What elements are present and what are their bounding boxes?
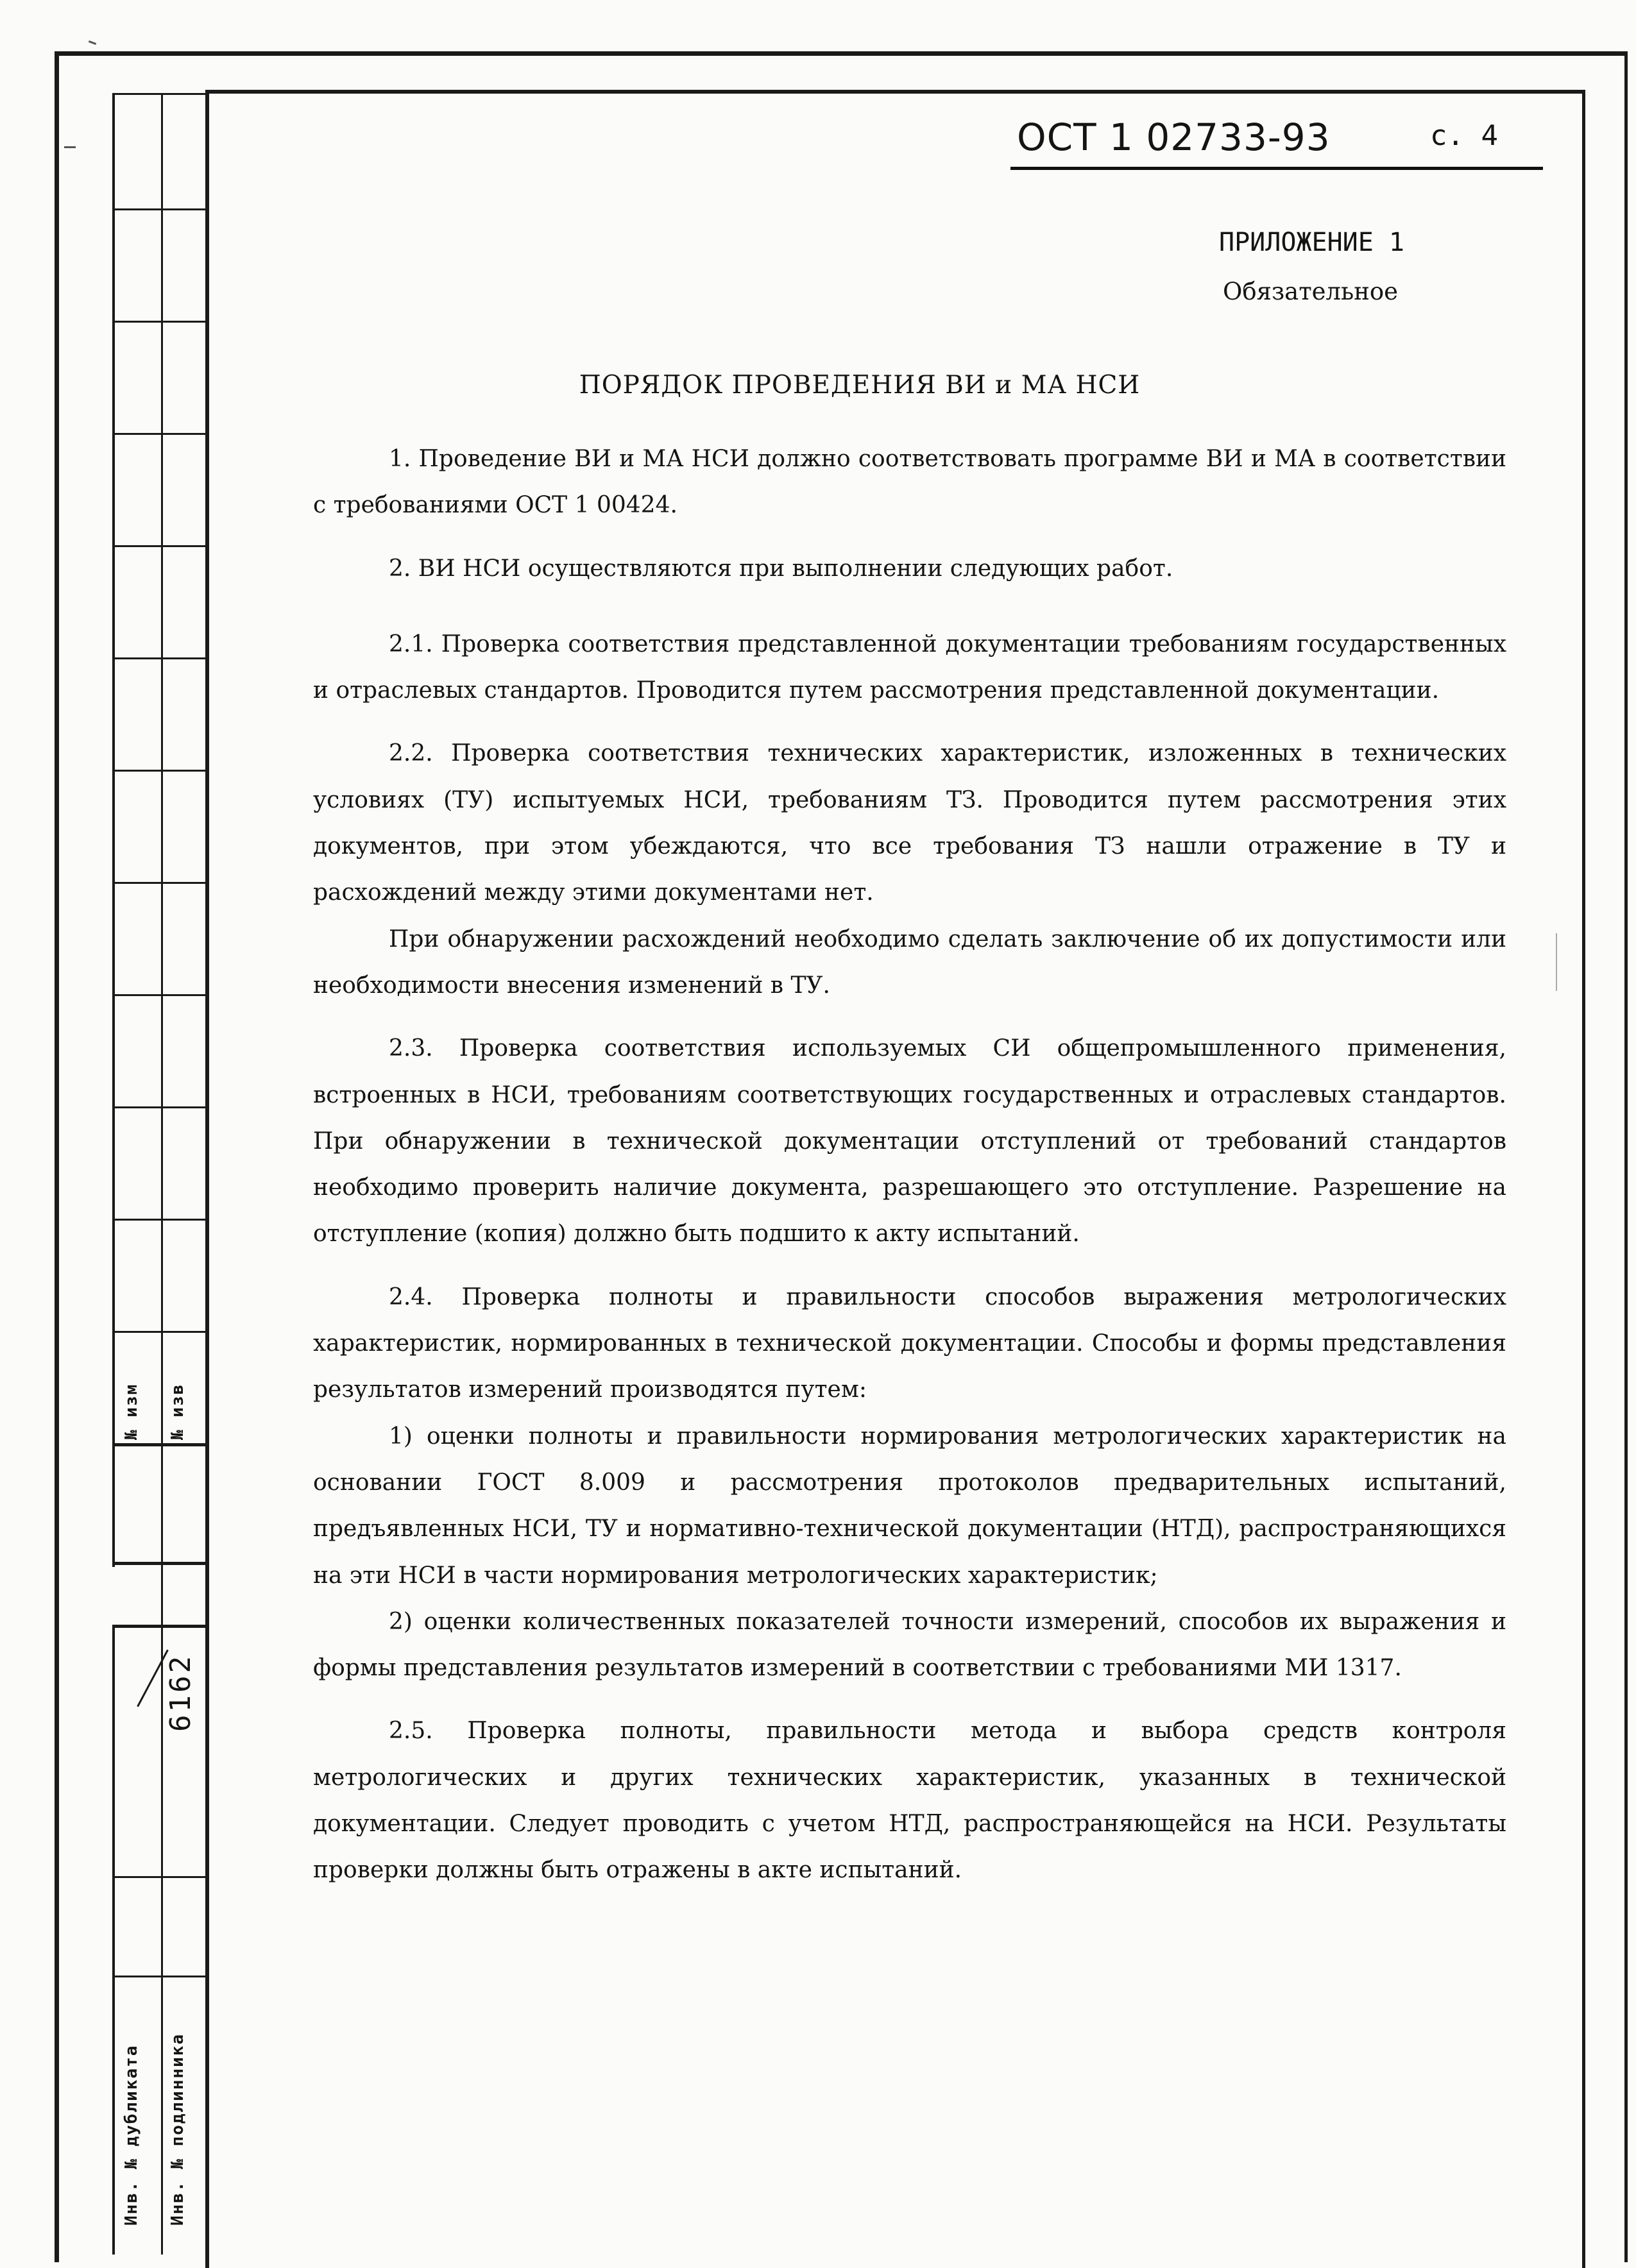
strip-cell-line — [115, 545, 208, 547]
strip-cell-line — [115, 770, 208, 772]
strip-cell-line — [115, 1625, 208, 1628]
paragraph: 2.5. Проверка полноты, правильности метода и выбора средств контроля метрологических и других технических характеристик, указанных в технической документации. Следует проводить с учетом НТД, распространяющейся на НСИ. Результаты проверки должны быть отражены в акте испытаний. — [313, 1718, 1506, 1884]
document-number: ОСТ 1 02733-93 — [1017, 115, 1331, 159]
strip-cell-line — [115, 1876, 208, 1878]
paragraph: 2. ВИ НСИ осуществляются при выполнении следующих работ. — [389, 555, 1173, 582]
document-header — [1010, 115, 1543, 170]
izm-label: № изм — [122, 1383, 141, 1440]
document-body — [313, 436, 1506, 1894]
appendix-status: Обязательное — [1223, 278, 1399, 305]
scan-mark — [1556, 933, 1557, 991]
strip-cell-line — [115, 1443, 208, 1446]
list-item: 2) оценки количественных показателей точности измерений, способов их выражения и формы представления результатов измерений в соответствии с требованиями МИ 1317. — [313, 1608, 1506, 1682]
paragraph: 1. Проведение ВИ и МА НСИ должно соответствовать программе ВИ и МА в соответствии с требованиями ОСТ 1 00424. — [313, 446, 1506, 519]
izv-label: № изв — [168, 1383, 187, 1440]
strip-cell-line — [115, 321, 208, 323]
strip-cell-line — [115, 208, 208, 210]
strip-cell-line — [115, 433, 208, 435]
strip-cell-line — [115, 93, 208, 95]
paragraph: 2.1. Проверка соответствия представленной документации требованиям государственных и отраслевых стандартов. Проводится путем рассмотрения представленной документации. — [313, 630, 1506, 704]
strip-divider — [161, 93, 163, 2255]
duplicate-inv-label: Инв. № дубликата — [122, 2044, 141, 2226]
page-number: с. 4 — [1430, 119, 1498, 152]
list-item: 1) оценки полноты и правильности нормирования метрологических характеристик на основании ГОСТ 8.009 и рассмотрения протоколов предварительных испытаний, предъявленных НСИ, ТУ и нормативно-технической документации (НТД), распространяющихся на эти НСИ в части нормирования метрологических характеристик; — [313, 1423, 1506, 1589]
strip-cell-line — [115, 1976, 208, 1977]
paragraph: При обнаружении расхождений необходимо сделать заключение об их допустимости или необходимости внесения изменений в ТУ. — [313, 926, 1506, 999]
paragraph: 2.2. Проверка соответствия технических характеристик, изложенных в технических условиях (ТУ) испытуемых НСИ, требованиям ТЗ. Проводится путем рассмотрения этих документов, при этом убеждаются, что все требования ТЗ нашли отражение в ТУ и расхождений между этими документами нет. — [313, 740, 1506, 906]
paragraph: 2.4. Проверка полноты и правильности способов выражения метрологических характеристик, нормированных в технической документации. Способы и формы представления результатов измерений производятся путем: — [313, 1283, 1506, 1403]
revision-strip — [112, 93, 208, 2255]
strip-cell-line — [115, 657, 208, 659]
strip-cell-line — [115, 1106, 208, 1108]
strip-cell-line — [115, 1331, 208, 1333]
appendix-label: ПРИЛОЖЕНИЕ 1 — [1219, 228, 1404, 257]
scan-mark — [89, 40, 96, 45]
paragraph: 2.3. Проверка соответствия используемых СИ общепромышленного применения, встроенных в НСИ, требованиям соответствующих государственных и отраслевых стандартов. При обнаружении в технической документации отступлений от требований стандартов необходимо проверить наличие документа, разрешающего это отступление. Разрешение на отступление (копия) должно быть подшито к акту испытаний. — [313, 1035, 1506, 1248]
original-inv-label: Инв. № подлинника — [168, 2033, 187, 2226]
strip-cell-line — [115, 1562, 208, 1565]
strip-cell-line — [115, 994, 208, 996]
scan-mark — [64, 146, 76, 148]
strip-cell-line — [115, 1219, 208, 1221]
original-inv-number: 6162 — [164, 1654, 197, 1732]
section-title: ПОРЯДОК ПРОВЕДЕНИЯ ВИ и МА НСИ — [579, 371, 1141, 400]
strip-cell-line — [115, 882, 208, 884]
strip-gap — [111, 1567, 117, 1625]
